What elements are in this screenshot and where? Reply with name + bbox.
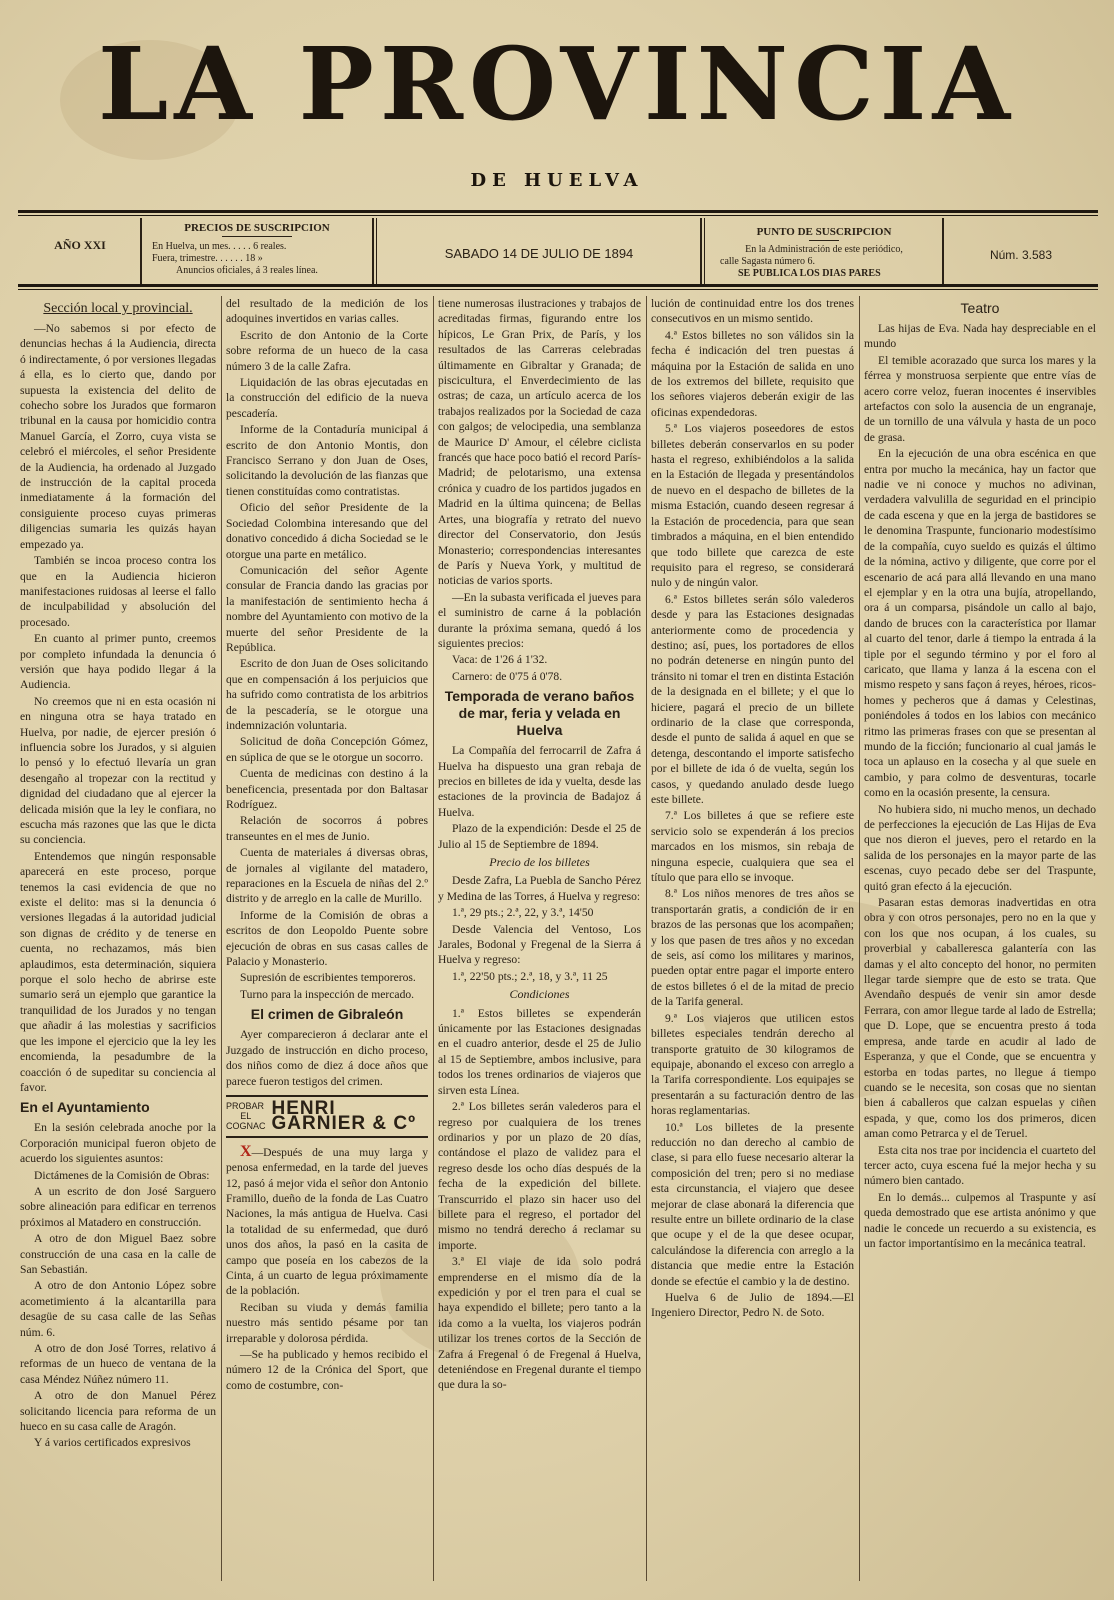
issue-number: Núm. 3.583 <box>989 248 1053 262</box>
precios-line-1: En Huelva, un mes. . . . . 6 reales. <box>152 241 287 252</box>
article-paragraph: 7.ª Los billetes á que se refiere este servicio solo se expenderán á los precios marcados en los mismos, sin rebaja de ninguna especie, cualquiera que sea el título que para ello se invoque. <box>651 809 854 885</box>
article-paragraph: 8.ª Los niños menores de tres años se transportarán gratis, a condición de ir en brazos de las personas que los acompañen; y los que pasen de tres años y no excedan de seis, así como los militares y marinos, pueden optar entre pagar el importe entero de estos billetes ó el de la mitad de precio de la Tarifa general. <box>651 887 854 1009</box>
section-title-ayuntamiento: En el Ayuntamiento <box>20 1099 150 1116</box>
article-paragraph: Y á varios certificados expresivos <box>34 1436 191 1450</box>
article-paragraph: Cuenta de materiales á diversas obras, de jornales al vigilante del matadero, reparaciones en la Escuela de niñas del 2.º distrito y de arreglo en la calle de Murillo. <box>226 846 428 906</box>
article-paragraph: Ayer comparecieron á declarar ante el Juzgado de instrucción en dicho proceso, dos niños como de diez á doce años que parece fueron testigos del crimen. <box>226 1028 428 1088</box>
article-paragraph: Relación de socorros á pobres transeuntes en el mes de Junio. <box>226 814 428 843</box>
article-paragraph: Las hijas de Eva. Nada hay despreciable en el mundo <box>864 322 1096 351</box>
section-title-temporada: Temporada de verano baños de mar, feria y velada en Huelva <box>444 688 635 739</box>
article-paragraph: 6.ª Estos billetes serán sólo valederos desde y para las Estaciones designadas anteriormente como de procedencia y destino; así, pues, los portadores de ellos no podrán detenerse en ningún punto del tránsito ni tomar el tren en distinta Estación de la designada en el billete; y el que lo hiciere, pagará el precio de un billete ordinario de la clase que corresponda, desde el punto de salida á aquel en que se detenga, descontando el importe satisfecho por el billete de ida ó de vuelta, según los casos, y quedando anulado desde luego este billete. <box>651 592 854 806</box>
top-rule <box>18 210 1098 213</box>
article-paragraph: No creemos que ni en esta ocasión ni en ninguna otra se haya tratado en Huelva, por nadie, de ejercer presión ó influencia sobre los Jurados, y si alguien lo pensó y lo efectuó llevaría un gran desengaño al tropezar con la rectitud y dignidad del ciudadano que al ejercer la delicada misión que la ley le confiara, no escucha más razones que las que le dicta su conciencia. <box>20 694 216 847</box>
article-paragraph: Desde Zafra, La Puebla de Sancho Pérez y Medina de las Torres, á Huelva y regreso: <box>438 874 641 903</box>
article-paragraph: Pasaran estas demoras inadvertidas en otra obra y con otros personajes, pero no en la que y con los que nos ocupan, á los cuales, su proverbial y caballeresca galantería con las damas y el alto concepto del honor, no permiten llegar tarde siempre que de esto se trata. Que Avendaño después de venir sin amor desde Ferrara, con amor llegue tarde al lado de Estrella; que D. Lope, que se encuentra presto á toda empresa, ande tarde en acudir al lado de Esperanza, y que el Conde, que se encuentra y estorba en todas partes, no llegue á tiempo cuando se le necesita, son cosas que no sientan bien á caballeros que calzan espuelas y ciñen espada, y que, como los dos primeros, dicen aman como Petrarca y el de Teruel. <box>864 896 1096 1141</box>
article-paragraph: En la sesión celebrada anoche por la Corporación municipal fueron objeto de acuerdo los siguientes asuntos: <box>20 1121 216 1166</box>
article-paragraph: Reciban su viuda y demás familia nuestro más sentido pésame por tan irreparable y dolorosa pérdida. <box>226 1300 428 1345</box>
column-3 <box>438 296 641 1581</box>
column-1 <box>20 296 216 1581</box>
punto-line-2: calle Sagasta número 6. <box>720 256 815 267</box>
article-paragraph: 4.ª Estos billetes no son válidos sin la fecha é indicación del tren puestas á máquina por la Estación de salida en uno de los extremos del billete, requisito que los señores viajeros deberán exigir de las oficinas expendedoras. <box>651 328 854 419</box>
masthead-title: LA PROVINCIA <box>97 25 1017 143</box>
article-paragraph: —No sabemos si por efecto de denuncias hechas á la Audiencia, directa ó indirectamente, ó por versiones llegadas á ella, es lo cierto que, dando por supuesta la existencia del delito de cohecho sobre los Jurados que formaron tribunal en la causa por homicidio contra Manuel García, el Zorro, cuya vista se celebró el miércoles, el señor Presidente de la Audiencia, ha ordenado al Juzgado de instrucción de la capital proceda inmediatamente á la formación del consiguiente proceso cuyas primeras diligencias sumaria les quizás hayan empezado ya. <box>20 322 216 551</box>
article-paragraph: Solicitud de doña Concepción Gómez, en súplica de que se le otorgue un socorro. <box>226 735 428 764</box>
red-x-mark: X <box>240 1142 252 1160</box>
section-title-teatro: Teatro <box>960 300 1000 316</box>
section-title-local: Sección local y provincial. <box>43 301 193 316</box>
article-paragraph: A un escrito de don José Sarguero sobre alineación para edificar en terrenos próximos al Matadero en construcción. <box>20 1184 216 1229</box>
article-paragraph: 2.ª Los billetes serán valederos para el regreso por cualquiera de los trenes ordinarios y por un plazo de 20 días, contándose el plazo de validez para el regreso desde los ocho días después de la fecha de la expedición del billete. Transcurrido el plazo sin hacer uso del billete para el regreso, el portador del mismo no tendrá derecho á reclamar su importe. <box>438 1100 641 1252</box>
ad-text-probar: PROBAR <box>226 1101 265 1112</box>
article-paragraph: 9.ª Los viajeros que utilicen estos billetes especiales tendrán derecho al transporte gratuito de 30 kilogramos de equipaje, abonando el exceso con arreglo a la Tarifa correspondiente. Los equipajes se presentarán a su facturación dentro de las horas reglamentarias. <box>651 1011 854 1118</box>
article-paragraph: A otro de don Antonio López sobre acometimiento á la alcantarilla para desagüe de su casa calle de las Señas núm. 6. <box>20 1279 216 1339</box>
precios-line-3: Anuncios oficiales, á 3 reales línea. <box>176 265 318 276</box>
punto-line-3: SE PUBLICA LOS DIAS PARES <box>738 268 881 279</box>
article-paragraph: Escrito de don Antonio de la Corte sobre reforma de un hueco de la casa número 3 de la calle Zafra. <box>226 328 428 373</box>
punto-title: PUNTO DE SUSCRIPCION <box>756 226 892 238</box>
ad-text-cognac: COGNAC <box>226 1121 266 1132</box>
article-paragraph: La Compañía del ferrocarril de Zafra á Huelva ha dispuesto una gran rebaja de precios en billetes de ida y vuelta, desde las estaciones de la provincia de Badajoz á Huelva. <box>438 744 641 819</box>
article-paragraph: del resultado de la medición de los adoquines invertidos en varias calles. <box>226 297 428 326</box>
article-paragraph: Vaca: de 1'26 á 1'32. <box>452 653 548 667</box>
punto-line-1: En la Administración de este periódico, <box>745 244 903 255</box>
masthead-subtitle: DE HUELVA <box>470 170 644 191</box>
subheading-condiciones: Condiciones <box>509 987 570 1002</box>
article-paragraph: Turno para la inspección de mercado. <box>240 987 415 1001</box>
article-paragraph: Informe de la Contaduría municipal á escrito de don Antonio Montis, don Francisco Serrano y don Juan de Oses, solicitando la devolución de las fianzas que tienen constituídas como contratistas. <box>226 423 428 498</box>
article-paragraph: Entendemos que ningún responsable aparecerá en este proceso, porque tenemos la casi evidencia de que no existe el delito: mas si la denuncia ó versiones llegadas á la autoridad judicial son dignas de crédito y de tenerse en cuenta, no rechazamos, más bien aplaudimos, esta determinación, siquiera porque el solo hecho de abrirse este sumario será un ejemplo que garantice la tranquilidad de los Jurados y no tengan que añadir á las molestias y sacrificios que les impone el ejercicio que la ley les encomienda, la pesadumbre de la coacción ó de supeditar su conciencia al favor. <box>20 849 216 1094</box>
article-paragraph: —Después de una muy larga y penosa enfermedad, en la tarde del jueves 12, pasó á mejor vida el señor don Antonio Framillo, dueño de la fonda de Las Cuatro Naciones, la más antigua de Huelva. Casi la totalidad de su enfermedad, que duró unos dos años, la pasó en la casita de campo que poseía en los cabezos de la Cinta, á un cuarto de legua próximamente de la población. <box>226 1145 428 1298</box>
article-paragraph: Supresión de escribientes temporeros. <box>240 971 416 985</box>
column-2 <box>226 296 428 1581</box>
article-paragraph: Oficio del señor Presidente de la Sociedad Colombina interesando que del donativo concedido á dicha Sociedad se le otorgue una parte en metálico. <box>226 501 428 561</box>
year-box <box>20 216 140 286</box>
article-paragraph: No hubiera sido, ni mucho menos, un dechado de perfecciones la ejecución de Las Hijas de Eva que nos dieron el jueves, pero el retardo en la salida de los personajes en la mayor parte de las escenas, cuyo pecado debe ser del Traspunte, quitó gran efecto á la ejecución. <box>864 802 1096 893</box>
article-paragraph: 1.ª Estos billetes se expenderán únicamente por las Estaciones designadas en el cuadro anterior, desde el 25 de Julio al 15 de Septiembre, ambos inclusive, para todos los trenes ordinarios de viajeros que sirven esta Línea. <box>438 1006 641 1097</box>
article-paragraph: 3.ª El viaje de ida solo podrá emprenderse en el mismo día de la expedición y por el tren para el cual se haya expendido el billete; pero tanto a la ida como a la vuelta, los viajeros podrán utilizar los trenes cortos de la Sección de Zafra á Fregenal ó de Fregenal á Huelva, deteniéndose en Fregenal durante el tiempo que dura la so- <box>438 1255 641 1392</box>
article-paragraph: Cuenta de medicinas con destino á la beneficencia, presentada por don Baltasar Rodríguez. <box>226 767 428 811</box>
ad-brand: HENRI GARNIER & Cº <box>271 1097 417 1135</box>
article-paragraph: 1.ª, 22'50 pts.; 2.ª, 18, y 3.ª, 11 25 <box>452 969 608 983</box>
subscription-point <box>708 216 940 286</box>
article-paragraph: —En la subasta verificada el jueves para el suministro de carne á la población durante la próxima semana, quedó á los siguientes precios: <box>438 590 641 650</box>
section-title-crimen: El crimen de Gibraleón <box>250 1006 404 1023</box>
article-paragraph: En la ejecución de una obra escénica en que entra por mucho la mecánica, hay un factor que nadie ve ni conoce y muchos no adivinan, verdadera valvulilla de seguridad en el principio de cada escena y que en la jerga de bastidores se le denomina Traspunte, funcionario modestísimo de la compañía, cuyo sueldo es quizás el último de la nómina, activo y diligente, que corre por el escenario de acá para allá llevando en una mano el ejemplar y en la otra una bujía, atropellando, ora á un comparsa, pisándole un callo al bajo, dando de bruces con la característica por llamar al cuarto del tenor, darle á tiempo la entrada á la tiple por el segundo término y por el foro al caricato, que llama y lanza á la escena con el mismo respeto y sans façon á reyes, héroes, ricos-homes y pecheros que á damas y Celestinas, poniéndoles á todos en los labios con mecánico ritmo las primeras frases con que se presentan al mundo de la ficción; funcionario al cual jamás le toca un aplauso en la cosecha y al que suele en cambio, y para colmo de desventuras, tocarle como en la ocasión presente, la censura. <box>864 447 1096 800</box>
article-paragraph: A otro de don Miguel Baez sobre construcción de una casa en la calle de San Sebastián. <box>20 1232 216 1276</box>
article-paragraph: Escrito de don Juan de Oses solicitando que en compensación á los perjuicios que ha sufrido como contratista de los arbitrios de la pescadería, se le otorgue una indemnización voluntaria. <box>226 657 428 732</box>
subscription-prices <box>146 216 368 286</box>
article-paragraph: También se incoa proceso contra los que en la Audiencia hicieron manifestaciones ruidosas al leerse el fallo de inculpabilidad y absolución del procesado. <box>20 554 216 629</box>
article-paragraph: —Se ha publicado y hemos recibido el número 12 de la Crónica del Sport, que como de costumbre, con- <box>226 1348 428 1392</box>
article-paragraph: En lo demás... culpemos al Traspunte y así queda demostrado que ese artista anónimo y que nadie le concede un recuerdo a su existencia, es un factor importantísimo en la mecánica teatral. <box>864 1190 1096 1250</box>
year-label: AÑO XXI <box>54 238 106 252</box>
precios-line-2: Fuera, trimestre. . . . . . 18 » <box>152 253 263 264</box>
column-5 <box>864 296 1096 1581</box>
article-paragraph: En cuanto al primer punto, creemos por completo infundada la denuncia ó versión que haya podido llegar á la Audiencia. <box>20 632 216 692</box>
article-paragraph: 5.ª Los viajeros poseedores de estos billetes deberán conservarlos en su poder hasta el regreso, exhibiéndolos a la salida en la Estación de llegada y presentándolos de nuevo en el despacho de billetes de la misma Estación, cuando deseen regresar á la Estación de procedencia, para que sean timbrados a máquina, en el bien entendido que todo billete que carezca de este requisito para el regreso, se considerará nulo y de ningún valor. <box>651 422 854 590</box>
article-paragraph: 1.ª, 29 pts.; 2.ª, 22, y 3.ª, 14'50 <box>452 906 594 920</box>
precios-title: PRECIOS DE SUSCRIPCION <box>184 222 330 234</box>
issue-date: SABADO 14 DE JULIO DE 1894 <box>444 246 634 261</box>
article-paragraph: tiene numerosas ilustraciones y trabajos de acreditadas firmas, figurando entre los hípicos, Le Gran Prix, de París, y los resultados de las Carreras celebradas últimamente en Gibraltar y Granada; de piscicultura, el Enverdecimiento de las ostras; de caza, un artículo acerca de los trabajos realizados por la Sociedad de caza con galgos; de velocipedia, una semblanza de Maurice D' Amour, el célebre ciclista francés que hace poco batió el record París-Madrid; de pelotarismo, una extensa crónica y cuadro de los partidos jugados en Madrid en la última quincena; de Bellas Artes, una biografía y retrato del nuevo director del Conservatorio, don Jesús Monasterio; correspondencias interesantes de París y Nueva York, y multitud de noticias de varios sports. <box>438 297 641 588</box>
article-paragraph: Huelva 6 de Julio de 1894.—El Ingeniero Director, Pedro N. de Soto. <box>651 1291 854 1320</box>
article-paragraph: A otro de don Manuel Pérez solicitando licencia para reforma de un hueco en su casa calle de Aragón. <box>20 1389 216 1434</box>
cognac-advertisement <box>226 1095 428 1138</box>
article-paragraph: 10.ª Los billetes de la presente reducción no dan derecho al cambio de clase, si para ello fuese necesario alterar la composición del tren; pero si no mediase esta circunstancia, el viajero que desee mejorar de clase abonará la diferencia que resulte entre un billete ordinario de la clase que ocupe y el de la que desee ocupar, calculándose la diferencia con arreglo a la distancia que medie entre la Estación donde se efectúe el cambio y la de destino. <box>651 1120 854 1288</box>
article-paragraph: El temible acorazado que surca los mares y la férrea y monstruosa serpiente que entre vías de acero corre veloz, fueran inocentes é inservibles artefactos con solo la ausencia de un engranaje, de un tornillo de una válvula y hasta de un poco de grasa. <box>864 353 1096 444</box>
article-paragraph: Carnero: de 0'75 á 0'78. <box>452 669 563 683</box>
article-paragraph: lución de continuidad entre los dos trenes consecutivos en un mismo sentido. <box>651 297 854 326</box>
article-paragraph: Esta cita nos trae por incidencia el cuarteto del tercer acto, cuya escena fué la mejor hecha y su número bien cantado. <box>864 1143 1096 1188</box>
article-paragraph: Desde Valencia del Ventoso, Los Jarales, Bodonal y Fregenal de la Sierra á Huelva y regreso: <box>438 922 641 967</box>
subheading-precio: Precio de los billetes <box>489 855 590 869</box>
article-paragraph: Informe de la Comisión de obras a escritos de don Leopoldo Puente sobre ejecución de obras en sus casas calles de Palacio y Monasterio. <box>226 908 428 969</box>
article-paragraph: Plazo de la expendición: Desde el 25 de Julio al 15 de Septiembre de 1894. <box>438 822 641 851</box>
ad-text-el: EL <box>240 1111 252 1122</box>
article-paragraph: Dictámenes de la Comisión de Obras: <box>34 1168 210 1182</box>
column-4 <box>651 296 854 1581</box>
date-box <box>380 216 698 286</box>
article-paragraph: Liquidación de las obras ejecutadas en la construcción del edificio de la nueva pescadería. <box>226 376 428 420</box>
article-paragraph: Comunicación del señor Agente consular de Francia dando las gracias por la manifestación de sentimiento hecha á nombre del Ayuntamiento con motivo de la muerte del señor Presidente de la República. <box>226 563 428 654</box>
article-paragraph: A otro de don José Torres, relativo á reformas de un hueco de ventana de la casa Méndez Núñez número 11. <box>20 1342 216 1386</box>
number-box <box>946 216 1096 286</box>
